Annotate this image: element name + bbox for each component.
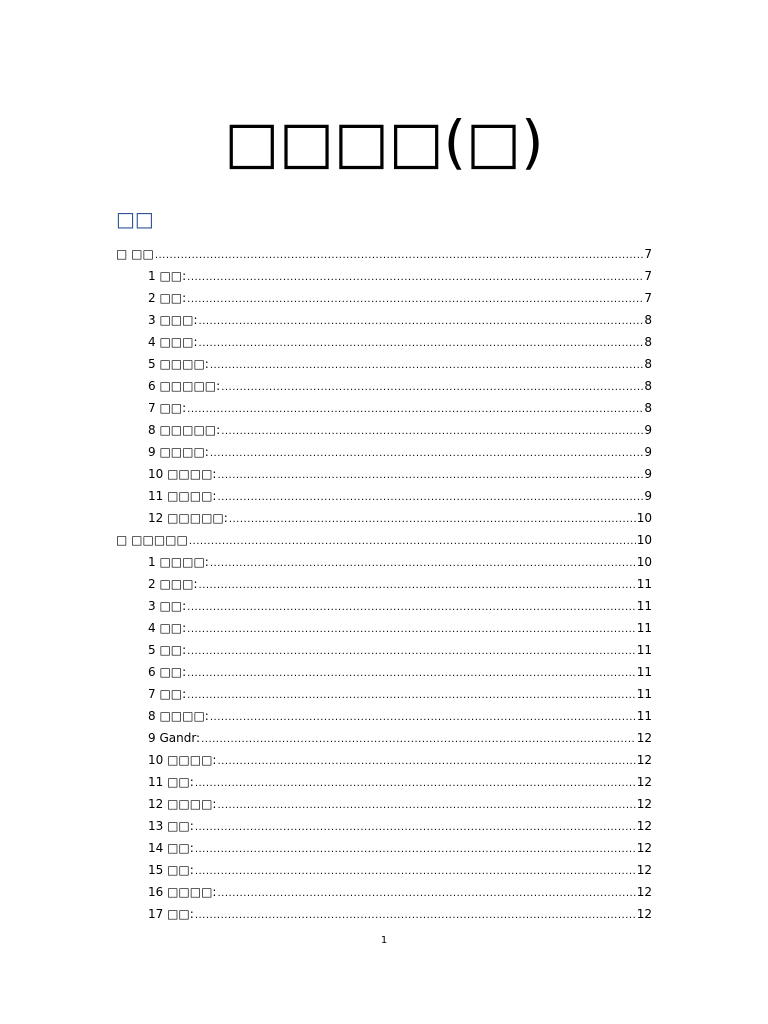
toc-entry-label: 12 □□□□: (148, 797, 217, 811)
toc-entry[interactable] (116, 243, 652, 265)
toc-entry[interactable] (116, 353, 652, 375)
toc-entry[interactable] (116, 485, 652, 507)
toc-entry-label: 17 □□: (148, 907, 194, 921)
toc-entry-label: 5 □□□□: (148, 357, 209, 371)
toc-entry-label: 4 □□: (148, 621, 187, 635)
toc-entry-label: 13 □□: (148, 819, 194, 833)
toc-entry-page: 11 (636, 577, 652, 591)
toc-dot-leader (221, 421, 643, 443)
toc-entry[interactable] (116, 903, 652, 925)
toc-entry[interactable] (116, 375, 652, 397)
toc-dot-leader (187, 267, 643, 289)
toc-entry[interactable] (116, 771, 652, 793)
toc-entry[interactable] (116, 837, 652, 859)
toc-entry[interactable] (116, 683, 652, 705)
toc-dot-leader (217, 883, 635, 905)
toc-entry-label: 10 □□□□: (148, 753, 217, 767)
toc-entry[interactable] (116, 331, 652, 353)
toc-entry-page: 11 (636, 599, 652, 613)
toc-dot-leader (187, 663, 636, 685)
toc-entry-label: 2 □□□: (148, 577, 198, 591)
toc-entry[interactable] (116, 617, 652, 639)
toc-entry-page: 8 (644, 313, 652, 327)
toc-dot-leader (187, 619, 636, 641)
toc-entry[interactable] (116, 881, 652, 903)
toc-entry[interactable] (116, 507, 652, 529)
toc-dot-leader (210, 355, 644, 377)
toc-entry[interactable] (116, 749, 652, 771)
toc-dot-leader (187, 289, 643, 311)
toc-entry[interactable] (116, 287, 652, 309)
toc-dot-leader (229, 509, 636, 531)
toc-dot-leader (210, 553, 636, 575)
toc-entry-page: 9 (644, 445, 652, 459)
toc-entry-page: 10 (636, 555, 652, 569)
toc-entry[interactable] (116, 309, 652, 331)
toc-entry-label: 10 □□□□: (148, 467, 217, 481)
toc-entry-label: 1 □□: (148, 269, 187, 283)
toc-entry-page: 12 (636, 863, 652, 877)
toc-dot-leader (217, 465, 643, 487)
toc-dot-leader (187, 685, 636, 707)
toc-entry[interactable] (116, 529, 652, 551)
toc-entry[interactable] (116, 793, 652, 815)
toc-entry[interactable] (116, 397, 652, 419)
toc-entry-page: 9 (644, 467, 652, 481)
toc-entry-label: 1 □□□□: (148, 555, 209, 569)
toc-dot-leader (217, 795, 635, 817)
toc-dot-leader (187, 399, 643, 421)
toc-entry-page: 12 (636, 841, 652, 855)
toc-dot-leader (195, 905, 636, 927)
toc-entry-label: 3 □□□: (148, 313, 198, 327)
toc-dot-leader (155, 245, 644, 267)
toc-entry-page: 12 (636, 907, 652, 921)
toc-entry-label: 6 □□□□□: (148, 379, 221, 393)
toc-dot-leader (210, 707, 636, 729)
toc-entry-label: 16 □□□□: (148, 885, 217, 899)
toc-entry-label: 14 □□: (148, 841, 194, 855)
toc-entry-page: 11 (636, 621, 652, 635)
toc-dot-leader (195, 861, 636, 883)
toc-entry-page: 9 (644, 489, 652, 503)
toc-entry-page: 12 (636, 885, 652, 899)
toc-entry-page: 11 (636, 643, 652, 657)
toc-entry-label: 9 Gandr: (148, 731, 201, 745)
toc-dot-leader (221, 377, 643, 399)
toc-heading: □□ (116, 207, 154, 231)
toc-entry[interactable] (116, 727, 652, 749)
toc-entry[interactable] (116, 419, 652, 441)
toc-dot-leader (217, 487, 643, 509)
toc-entry-page: 12 (636, 731, 652, 745)
toc-entry-page: 8 (644, 379, 652, 393)
toc-entry-page: 12 (636, 797, 652, 811)
toc-entry-label: 15 □□: (148, 863, 194, 877)
toc-dot-leader (195, 817, 636, 839)
toc-entry-page: 12 (636, 753, 652, 767)
document-title: □□□□(□) (224, 108, 544, 176)
toc-dot-leader (217, 751, 635, 773)
toc-entry[interactable] (116, 815, 652, 837)
toc-dot-leader (195, 773, 636, 795)
toc-entry-page: 10 (636, 511, 652, 525)
toc-entry-page: 8 (644, 335, 652, 349)
toc-dot-leader (187, 641, 636, 663)
toc-dot-leader (201, 729, 636, 751)
toc-entry-page: 11 (636, 709, 652, 723)
toc-entry[interactable] (116, 859, 652, 881)
toc-entry-page: 12 (636, 819, 652, 833)
toc-entry-label: 11 □□□□: (148, 489, 217, 503)
toc-entry[interactable] (116, 639, 652, 661)
toc-entry[interactable] (116, 661, 652, 683)
toc-entry-page: 11 (636, 687, 652, 701)
toc-entry-page: 8 (644, 357, 652, 371)
toc-entry[interactable] (116, 595, 652, 617)
toc-dot-leader (199, 575, 636, 597)
toc-entry[interactable] (116, 705, 652, 727)
toc-dot-leader (187, 597, 636, 619)
table-of-contents (116, 243, 652, 925)
toc-entry-label: 8 □□□□: (148, 709, 209, 723)
toc-entry-label: 5 □□: (148, 643, 187, 657)
toc-entry-label: 12 □□□□□: (148, 511, 228, 525)
toc-entry-label: □ □□□□□ (116, 533, 188, 547)
toc-entry-label: 4 □□□: (148, 335, 198, 349)
toc-entry-page: 7 (644, 291, 652, 305)
page-number: 1 (380, 935, 388, 946)
toc-entry-page: 11 (636, 665, 652, 679)
toc-entry-label: 11 □□: (148, 775, 194, 789)
toc-entry-label: 7 □□: (148, 687, 187, 701)
toc-dot-leader (195, 839, 636, 861)
toc-entry[interactable] (116, 551, 652, 573)
toc-entry[interactable] (116, 441, 652, 463)
toc-entry[interactable] (116, 463, 652, 485)
toc-entry-page: 12 (636, 775, 652, 789)
toc-entry-label: □ □□ (116, 247, 154, 261)
toc-entry-label: 2 □□: (148, 291, 187, 305)
toc-entry-label: 9 □□□□: (148, 445, 209, 459)
toc-dot-leader (199, 333, 644, 355)
toc-entry-page: 10 (636, 533, 652, 547)
toc-entry-page: 8 (644, 401, 652, 415)
toc-entry[interactable] (116, 265, 652, 287)
toc-entry-label: 8 □□□□□: (148, 423, 221, 437)
toc-dot-leader (210, 443, 644, 465)
toc-entry[interactable] (116, 573, 652, 595)
toc-entry-page: 7 (644, 269, 652, 283)
toc-entry-page: 7 (644, 247, 652, 261)
toc-entry-label: 6 □□: (148, 665, 187, 679)
toc-dot-leader (189, 531, 636, 553)
toc-dot-leader (199, 311, 644, 333)
toc-entry-page: 9 (644, 423, 652, 437)
toc-entry-label: 7 □□: (148, 401, 187, 415)
toc-entry-label: 3 □□: (148, 599, 187, 613)
